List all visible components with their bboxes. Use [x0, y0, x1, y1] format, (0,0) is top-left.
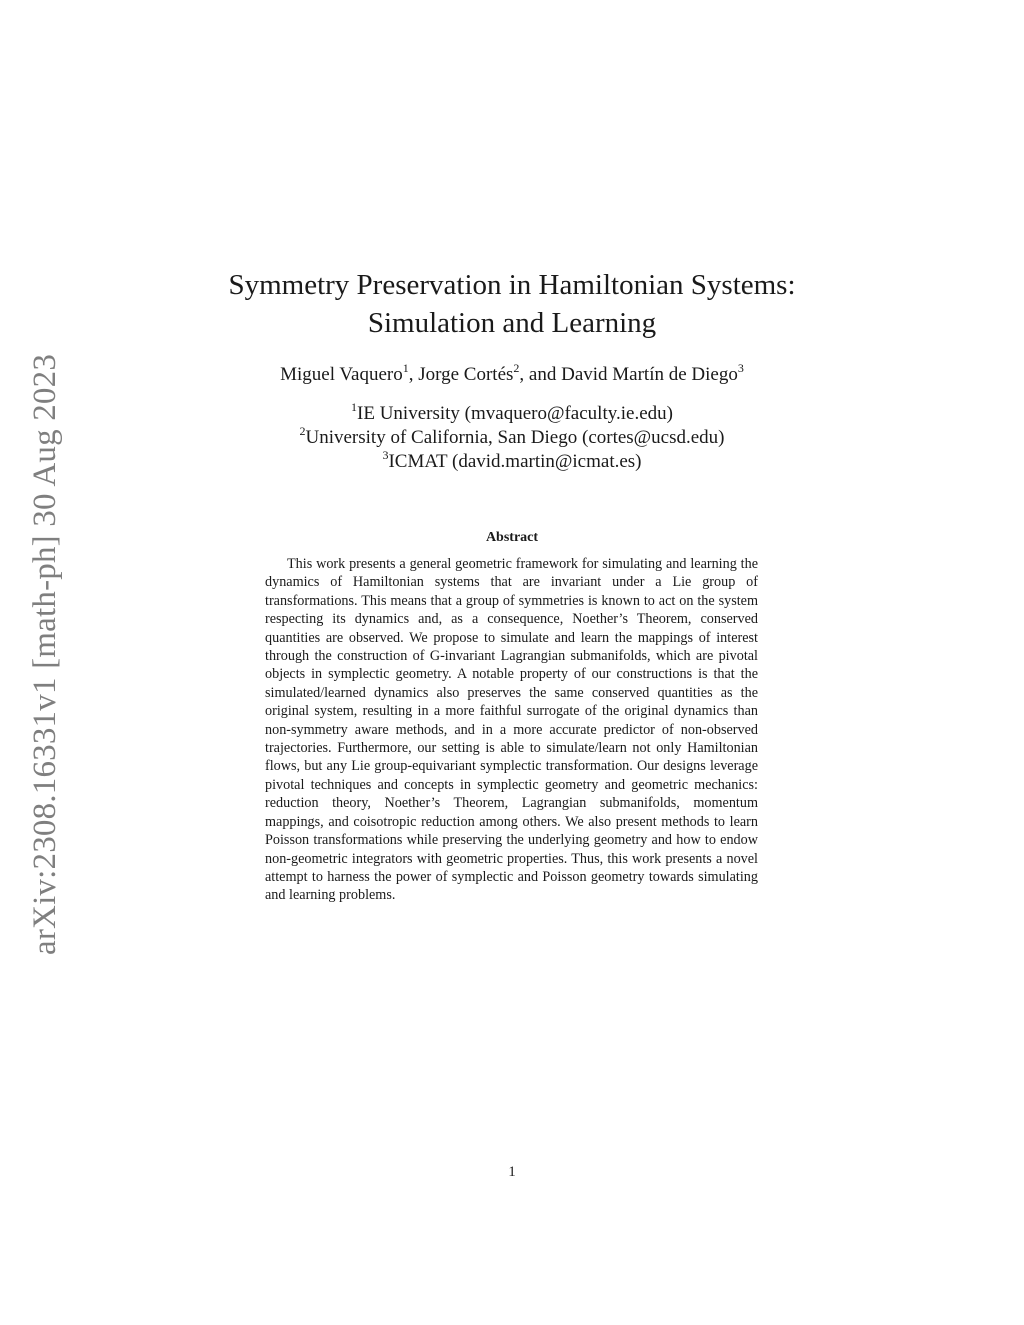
affiliation-mark: 3	[382, 448, 389, 462]
author-affiliation-mark: 3	[737, 361, 744, 375]
affiliation-mark: 1	[351, 400, 358, 414]
affiliation-mark: 2	[299, 424, 306, 438]
paper-title-line-1: Symmetry Preservation in Hamiltonian Systems:	[228, 269, 796, 301]
affiliation-1	[0, 402, 1024, 426]
author-separator: ,	[408, 364, 419, 385]
author-affiliation-mark: 1	[402, 361, 409, 375]
author-name: David Martín de Diego	[561, 364, 738, 385]
paper-title-line-2: Simulation and Learning	[367, 307, 657, 339]
arxiv-identifier-stamp: arXiv:2308.16331v1 [math-ph] 30 Aug 2023	[27, 353, 63, 955]
affiliation-text: IE University (mvaquero@faculty.ie.edu)	[357, 403, 673, 424]
abstract-text: This work presents a general geometric framework for simulating and learning the dynamics of Hamiltonian systems that are invariant under a Lie group of transformations. This means that a group of symmetries is known to act on the system respecting its dynamics and, as a consequence, Noether’s Theorem, conserved quantities are observed. We propose to simulate and learn the mappings of interest through the construction of G-invariant Lagrangian submanifolds, which are pivotal objects in symplectic geometry. A notable property of our constructions is that the simulated/learned dynamics also preserves the same conserved quantities as the original system, resulting in a more faithful surrogate of the original dynamics than non-symmetry aware methods, and in a more accurate predictor of non-observed trajectories. Furthermore, our setting is able to simulate/learn not only Hamiltonian flows, but any Lie group-equivariant symplectic transformation. Our designs leverage pivotal techniques and concepts in symplectic geometry and geometric mechanics: reduction theory, Noether’s Theorem, Lagrangian submanifolds, momentum mappings, and coisotropic reduction among others. We also present methods to learn Poisson transformations while preserving the underlying geometry and how to endow non-geometric integrators with geometric properties. Thus, this work presents a novel attempt to harness the power of symplectic and Poisson geometry towards simulating and learning problems.	[265, 556, 758, 904]
affiliation-2	[0, 426, 1024, 450]
author-name: Miguel Vaquero	[280, 364, 403, 385]
affiliation-3	[0, 450, 1024, 474]
affiliation-text: ICMAT (david.martin@icmat.es)	[388, 451, 642, 472]
affiliation-text: University of California, San Diego (cortes@ucsd.edu)	[305, 427, 725, 448]
page-number: 1	[508, 1164, 516, 1180]
author-name: Jorge Cortés	[418, 364, 514, 385]
abstract-heading: Abstract	[485, 530, 539, 545]
author-affiliation-mark: 2	[513, 361, 520, 375]
author-list	[0, 362, 1024, 388]
author-separator: , and	[519, 364, 562, 385]
